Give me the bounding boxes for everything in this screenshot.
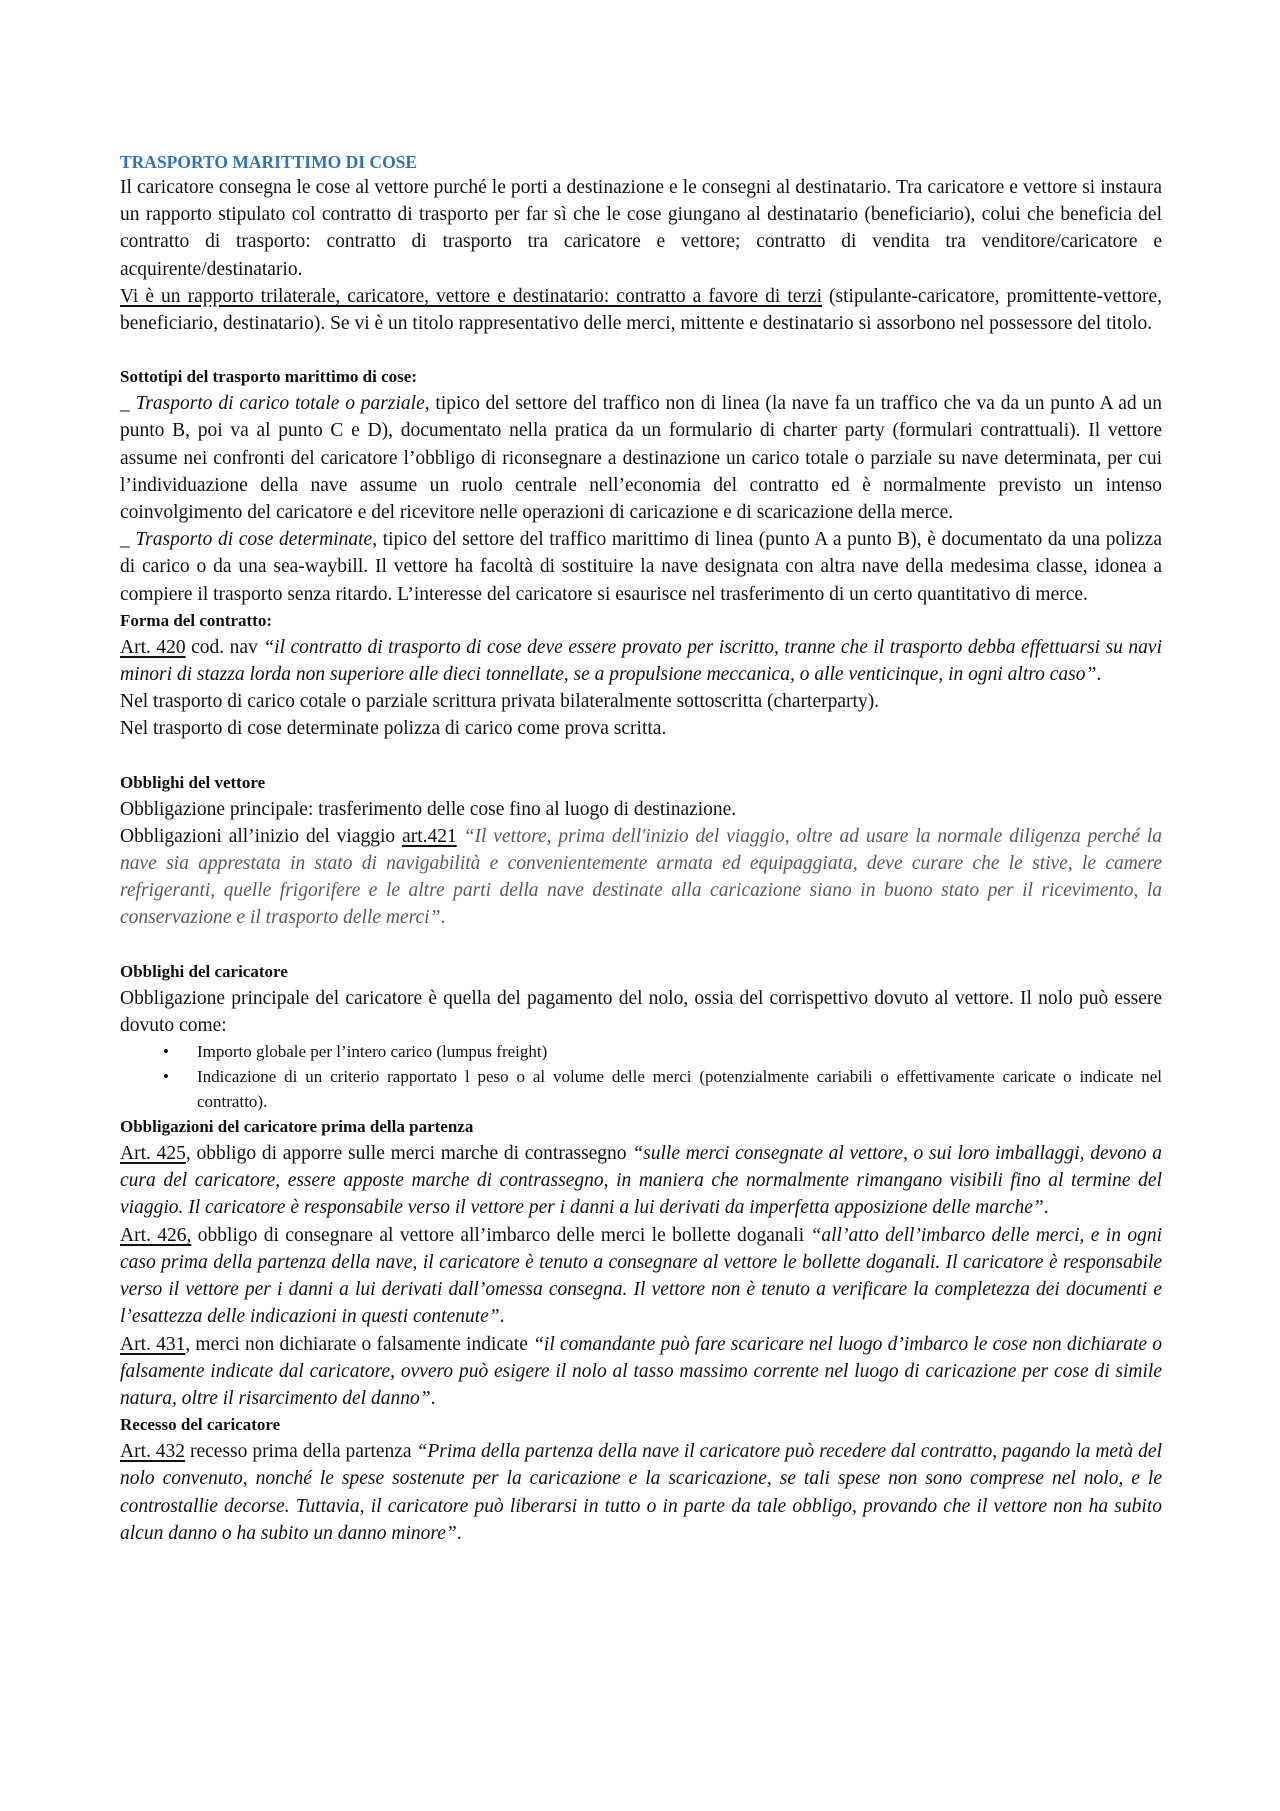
- document-title: TRASPORTO MARITTIMO DI COSE: [120, 152, 418, 172]
- intro-paragraph: Il caricatore consegna le cose al vettore purché le porti a destinazione e le consegni al destinatario. Tra caricatore e vettore si instaura un rapporto stipulato col contratto di trasporto per far sì che le cose giungano al destinatario (beneficiario), colui che beneficia del contratto di trasporto: contratto di trasporto tra caricatore e vettore; contratto di vendita tra venditore/caricatore e acquirente/destinatario.: [120, 177, 1162, 280]
- section-heading-partenza: Obbligazioni del caricatore prima della partenza: [120, 1117, 474, 1137]
- vettore-line: Obbligazione principale: trasferimento delle cose fino al luogo di destinazione.: [120, 798, 737, 820]
- forma-line: Nel trasporto di cose determinate polizza di carico come prova scritta.: [120, 718, 667, 740]
- section-heading-recesso: Recesso del caricatore: [120, 1415, 281, 1435]
- article-420-paragraph: Art. 420 cod. nav “il contratto di trasporto di cose deve essere provato per iscritto, tranne che il trasporto debba effettuarsi su navi minori di stazza lorda non superiore alle dieci tonnellate, se a propulsione meccanica, o alle venticinque, in ogni altro caso”.: [120, 636, 1162, 686]
- document-page: [120, 150, 1162, 1547]
- section-heading-vettore: Obblighi del vettore: [120, 772, 266, 792]
- article-431-paragraph: Art. 431, merci non dichiarate o falsamente indicate “il comandante può fare scaricare nel luogo d’imbarco le cose non dichiarate o falsamente indicate dal caricatore, ovvero può esigere il nolo al tasso massimo corrente nel luogo di caricazione per cose di simile natura, oltre il risarcimento del danno”.: [120, 1333, 1162, 1409]
- caricatore-paragraph: Obbligazione principale del caricatore è quella del pagamento del nolo, ossia del corrispettivo dovuto al vettore. Il nolo può essere dovuto come:: [120, 987, 1162, 1036]
- article-reference: art.421: [402, 825, 457, 847]
- article-reference: Art. 426,: [120, 1224, 192, 1246]
- nolo-bullet-list: [120, 1039, 1162, 1114]
- sottotipo-item: _ Trasporto di cose determinate, tipico del settore del traffico marittimo di linea (punto A a punto B), è documentato da una polizza di carico o da una sea-waybill. Il vettore ha facoltà di sostituire la nave designata con altra nave della medesima classe, idonea a compiere il trasporto senza ritardo. L’interesse del caricatore si esaurisce nel trasferimento di un certo quantitativo di merce.: [120, 529, 1162, 605]
- section-heading-forma: Forma del contratto:: [120, 610, 273, 630]
- list-item: • Importo globale per l’intero carico (lumpus freight): [197, 1039, 1162, 1064]
- article-reference: Art. 432: [120, 1441, 186, 1463]
- article-432-paragraph: Art. 432 recesso prima della partenza “Prima della partenza della nave il caricatore può recedere dal contratto, pagando la metà del nolo convenuto, nonché le spese sostenute per la caricazione e la scaricazione, se tali spese non sono comprese nel nolo, e le controstallie decorse. Tuttavia, il caricatore può liberarsi in tutto o in parte da tale obbligo, provando che il vettore non ha subito alcun danno o ha subito un danno minore”.: [120, 1441, 1162, 1544]
- article-reference: Art. 420: [120, 636, 186, 658]
- article-421-paragraph: Obbligazioni all’inizio del viaggio art.421 “Il vettore, prima dell'inizio del viaggio, oltre ad usare la normale diligenza perché la nave sia apprestata in stato di navigabilità e convenientemente armata ed equipaggiata, deve curare che le stive, le camere refrigeranti, quelle frigorifere e le altre parti della nave destinate alla caricazione siano in buono stato per il ricevimento, la conservazione e il trasporto delle merci”.: [120, 825, 1162, 929]
- article-425-paragraph: Art. 425, obbligo di apporre sulle merci marche di contrassegno “sulle merci consegnate al vettore, o sui loro imballaggi, devono a cura del caricatore, essere apposte marche di contrassegno, in maniera che normalmente rimangano visibili fino al termine del viaggio. Il caricatore è responsabile verso il vettore per i danni a lui derivati da imperfetta apposizione delle marche”.: [120, 1143, 1162, 1219]
- list-item: • Indicazione di un criterio rapportato l peso o al volume delle merci (potenzialmente cariabili o effettivamente caricate o indicate nel contratto).: [197, 1064, 1162, 1114]
- underlined-text: Vi è un rapporto trilaterale, caricatore, vettore e destinatario: contratto a favore di terzi: [120, 285, 822, 307]
- article-reference: Art. 425: [120, 1143, 186, 1165]
- forma-line: Nel trasporto di carico cotale o parziale scrittura privata bilateralmente sottoscritta (charterparty).: [120, 691, 880, 713]
- section-heading-caricatore: Obblighi del caricatore: [120, 961, 288, 981]
- article-reference: Art. 431: [120, 1333, 186, 1355]
- section-heading-sottotipi: Sottotipi del trasporto marittimo di cose:: [120, 367, 417, 387]
- intro-paragraph-2: Vi è un rapporto trilaterale, caricatore, vettore e destinatario: contratto a favore di terzi (stipulante-caricatore, promittente-vettore, beneficiario, destinatario). Se vi è un titolo rappresentativo delle merci, mittente e destinatario si assorbono nel possessore del titolo.: [120, 285, 1162, 335]
- sottotipo-item: _ Trasporto di carico totale o parziale, tipico del settore del traffico non di linea (la nave fa un traffico che va da un punto A ad un punto B, poi va al punto C e D), documentato nella pratica da un formulario di charter party (formulari contrattuali). Il vettore assume nei confronti del caricatore l’obbligo di riconsegnare a destinazione un carico totale o parziale su nave determinata, per cui l’individuazione della nave assume un ruolo centrale nell’economia del contratto ed è normalmente previsto un intenso coinvolgimento del caricatore e del ricevitore nelle operazioni di caricazione e di scaricazione della merce.: [120, 393, 1163, 524]
- article-426-paragraph: Art. 426, obbligo di consegnare al vettore all’imbarco delle merci le bollette doganali “all’atto dell’imbarco delle merci, e in ogni caso prima della partenza della nave, il caricatore è tenuto a consegnare al vettore le bollette doganali. Il caricatore è responsabile verso il vettore per i danni a lui derivati dall’omessa consegna. Il vettore non è tenuto a verificare la completezza dei documenti e l’esattezza delle indicazioni in questi contenute”.: [120, 1224, 1163, 1328]
